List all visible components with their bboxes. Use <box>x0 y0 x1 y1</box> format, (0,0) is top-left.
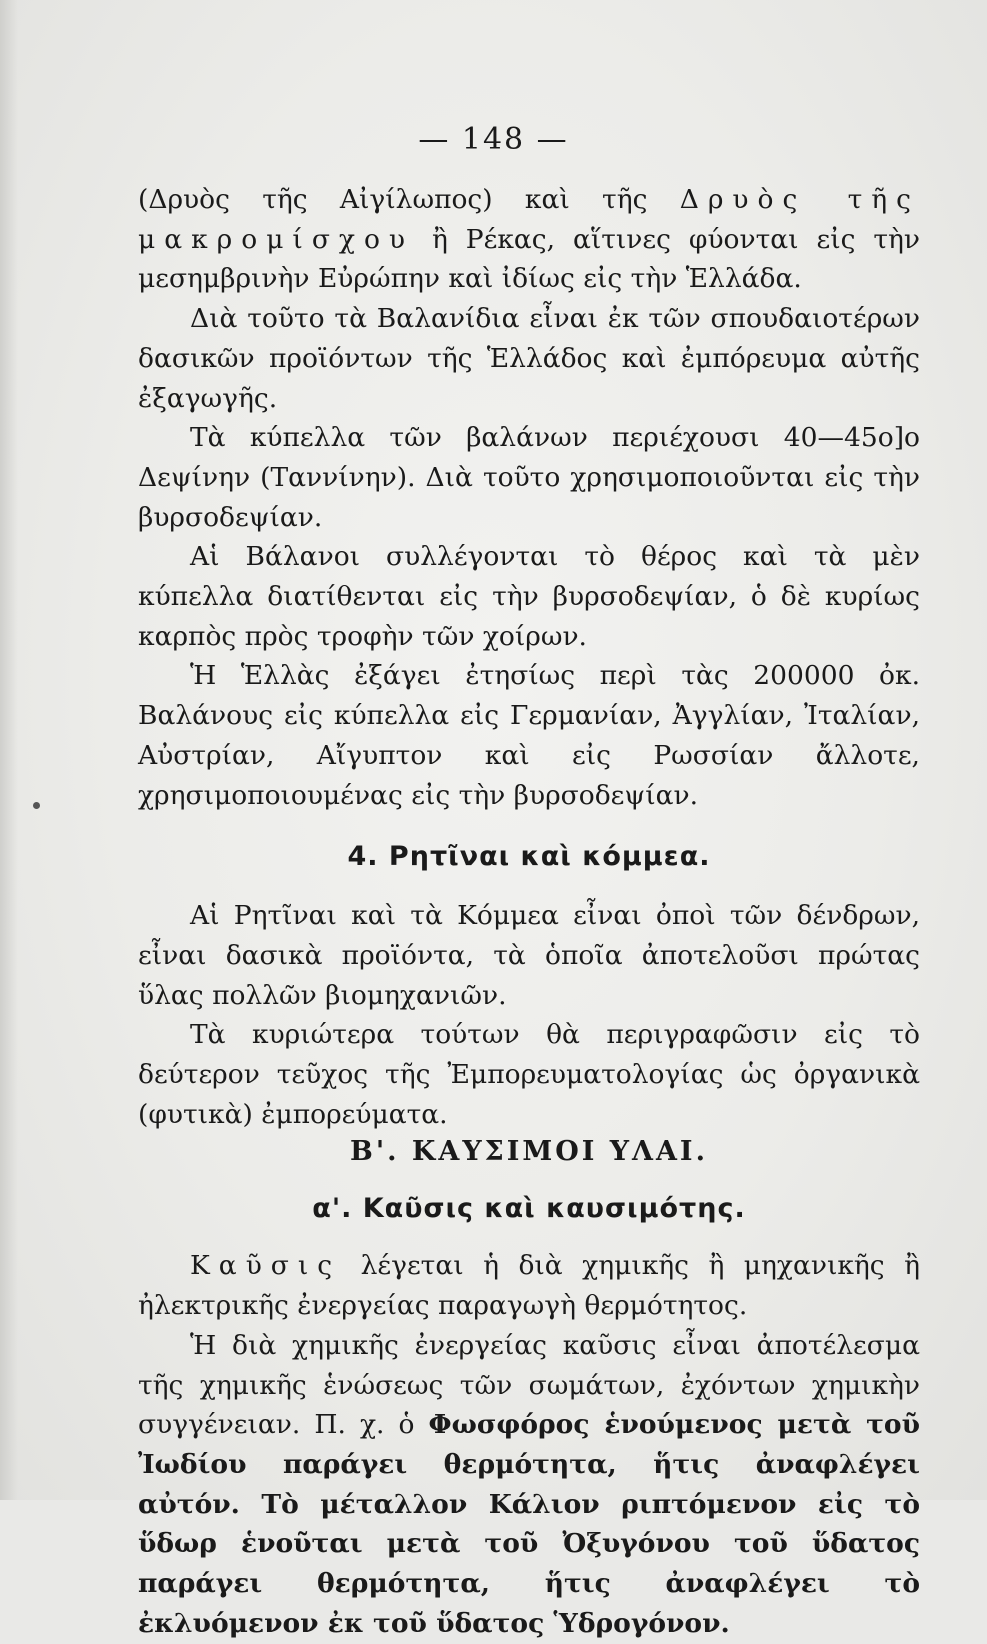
paragraph-5: Ἡ Ἑλλὰς ἐξάγει ἐτησίως περὶ τὰς 200000 ὀκ. Βαλάνους εἰς κύπελλα εἰς Γερμανίαν, Ἀγγλίαν, Ἰταλίαν, Αὐστρίαν, Αἴγυπτον καὶ εἰς Ρωσσίαν ἄλλοτε, χρησιμοποιουμένας εἰς τὴν βυρσοδεψίαν. <box>138 660 920 811</box>
paragraph-1 <box>138 180 920 299</box>
paragraph-8 <box>138 1246 920 1325</box>
subsection-heading-combustion: α'. Καῦσις καὶ καυσιμότης. <box>312 1193 746 1225</box>
paragraph-7: Τὰ κυριώτερα τούτων θὰ περιγραφῶσιν εἰς τὸ δεύτερον τεῦχος τῆς Ἐμπορευματολογίας ὡς ὀργανικὰ (φυτικὰ) ἐμπορεύματα. <box>138 1019 920 1130</box>
paragraph-1-start: (Δρυὸς τῆς Αἰγίλωπος) καὶ τῆς <box>138 184 680 215</box>
paragraph-2: Διὰ τοῦτο τὰ Βαλανίδια εἶναι ἐκ τῶν σπουδαιοτέρων δασικῶν προϊόντων τῆς Ἑλλάδος καὶ ἐμπόρευμα αὐτῆς ἐξαγωγῆς. <box>138 303 920 414</box>
paragraph-4: Αἱ Βάλανοι συλλέγονται τὸ θέρος καὶ τὰ μὲν κύπελλα διατίθενται εἰς τὴν βυρσοδεψίαν, ὁ δὲ κυρίως καρπὸς πρὸς τροφὴν τῶν χοίρων. <box>138 541 920 652</box>
section-heading-fuels: Β'. ΚΑΥΣΙΜΟΙ ΥΛΑΙ. <box>350 1136 708 1168</box>
page-body <box>138 180 920 1644</box>
paragraph-3: Τὰ κύπελλα τῶν βαλάνων περιέχουσι 40—45ο]ο Δεψίνην (Ταννίνην). Διὰ τοῦτο χρησιμοποιοῦνται εἰς τὴν βυρσοδεψίαν. <box>138 422 920 533</box>
paragraph-1-end: ἢ Ρέκας, αἵτινες φύονται εἰς τὴν μεσημβρινὴν Εὐρώπην καὶ ἰδίως εἰς τὴν Ἑλλάδα. <box>138 223 920 295</box>
paragraph-1-spaced-term: Δρυὸς τῆς μακρομίσχου <box>138 184 920 255</box>
paragraph-8-text: λέγεται ἡ διὰ χημικῆς ἢ μηχανικῆς ἢ ἠλεκτρικῆς ἐνεργείας παραγωγὴ θερμότητος. <box>138 1250 920 1322</box>
page-edge-shadow <box>0 0 18 1500</box>
paragraph-9-bold-text: Φωσφόρος ἑνούμενος μετὰ τοῦ Ἰωδίου παράγει θερμότητα, ἥτις ἀναφλέγει αὐτόν. Τὸ μέταλλον Κάλιον ριπτόμενον εἰς τὸ ὕδωρ ἑνοῦται μετὰ τοῦ Ὀξυγόνου τοῦ ὕδατος παράγει θερμότητα, ἥτις ἀναφλέγει τὸ ἐκλυόμενον ἐκ τοῦ ὕδατος Ὑδρογόνον. <box>138 1409 920 1639</box>
paragraph-8-spaced-term: Καῦσις <box>190 1250 342 1282</box>
section-heading-resins: 4. Ρητῖναι καὶ κόμμεα. <box>347 841 711 873</box>
paragraph-9-text: Ἡ διὰ χημικῆς ἐνεργείας καῦσις εἶναι ἀποτέλεσμα τῆς χημικῆς ἑνώσεως τῶν σωμάτων, ἐχόντων χημικὴν συγγένειαν. Π. χ. ὁ <box>138 1329 920 1441</box>
page-number: — 148 — <box>418 122 569 157</box>
paragraph-6: Αἱ Ρητῖναι καὶ τὰ Κόμμεα εἶναι ὀποὶ τῶν δένδρων, εἶναι δασικὰ προϊόντα, τὰ ὁποῖα ἀποτελοῦσι πρώτας ὕλας πολλῶν βιομηχανιῶν. <box>138 900 920 1011</box>
paragraph-9 <box>138 1326 920 1644</box>
margin-dot-mark <box>33 802 40 809</box>
